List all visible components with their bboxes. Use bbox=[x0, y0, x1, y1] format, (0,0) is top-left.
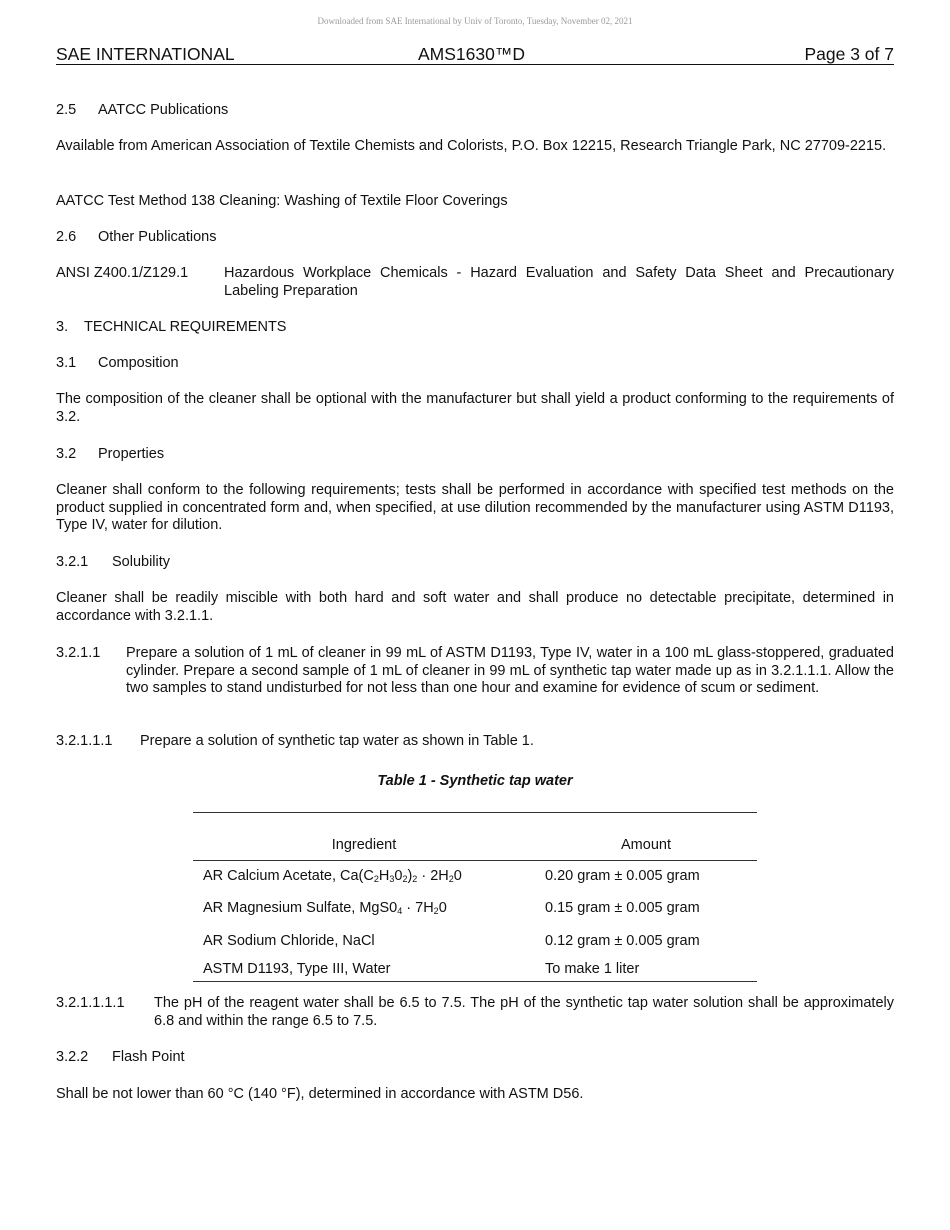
section-number: 3.2.2 bbox=[56, 1049, 89, 1065]
section-title: Flash Point bbox=[112, 1049, 185, 1065]
section-3-2-1-1-1 bbox=[56, 733, 894, 751]
ingredient-cell: ASTM D1193, Type III, Water bbox=[193, 959, 535, 982]
amount-cell: To make 1 liter bbox=[535, 959, 757, 982]
ansi-reference bbox=[56, 265, 894, 301]
section-title: Solubility bbox=[112, 554, 171, 570]
table-row bbox=[193, 861, 757, 894]
section-3-heading bbox=[56, 319, 894, 337]
section-title: AATCC Publications bbox=[98, 102, 229, 118]
ingredient-cell: AR Sodium Chloride, NaCl bbox=[203, 933, 375, 950]
section-3-2-1-1 bbox=[56, 645, 894, 717]
composition-paragraph: The composition of the cleaner shall be optional with the manufacturer but shall yield a product conforming to the requirements of 3.2. bbox=[56, 391, 894, 425]
section-2-6-heading bbox=[56, 229, 894, 247]
section-text: Prepare a solution of 1 mL of cleaner in 99 mL of ASTM D1193, Type IV, water in a 100 mL glass-stoppered, graduated cylinder. Prepare a second sample of 1 mL of cleaner in 99 mL of synthetic tap water made up as in 3.2.1.1.1. Allow the two samples to stand undisturbed for not less than one hour and examine for evidence of scum or sediment. bbox=[126, 645, 894, 696]
section-title: TECHNICAL REQUIREMENTS bbox=[84, 319, 287, 335]
section-number: 3.2.1.1 bbox=[56, 645, 101, 661]
section-3-2-1-heading bbox=[56, 554, 894, 572]
aatcc-address-paragraph: Available from American Association of Textile Chemists and Colorists, P.O. Box 12215, Research Triangle Park, NC 27709-2215. bbox=[56, 138, 887, 154]
section-3-2-heading bbox=[56, 446, 894, 464]
page-header bbox=[56, 44, 894, 65]
table-row bbox=[193, 925, 757, 959]
aatcc-test-method-paragraph: AATCC Test Method 138 Cleaning: Washing of Textile Floor Coverings bbox=[56, 193, 508, 209]
amount-cell: 0.20 gram ± 0.005 gram bbox=[545, 868, 700, 885]
solubility-paragraph: Cleaner shall be readily miscible with both hard and soft water and shall produce no detectable precipitate, determined in accordance with 3.2.1.1. bbox=[56, 590, 894, 624]
section-number: 3. bbox=[56, 319, 69, 335]
section-number: 3.1 bbox=[56, 355, 77, 371]
table-caption: Table 1 - Synthetic tap water bbox=[377, 773, 573, 789]
download-watermark: Downloaded from SAE International by Univ of Toronto, Tuesday, November 02, 2021 bbox=[317, 16, 633, 26]
section-title: Other Publications bbox=[98, 229, 217, 245]
ingredient-cell: AR Calcium Acetate, $Ca(C_2H_30_2)_2 \cdot 2H_20$ bbox=[203, 868, 462, 885]
header-doc-number: AMS1630™D bbox=[418, 44, 525, 64]
synthetic-tap-water-table bbox=[193, 812, 757, 982]
header-page-number: Page 3 of 7 bbox=[804, 44, 894, 64]
table-row bbox=[193, 959, 757, 982]
section-title: Composition bbox=[98, 355, 179, 371]
properties-paragraph: Cleaner shall conform to the following requirements; tests shall be performed in accordance with specified test methods on the product supplied in concentrated form and, when specified, at use dilution recommended by the manufacturer using ASTM D1193, Type IV, water for dilution. bbox=[56, 482, 894, 533]
section-3-2-1-1-1-1 bbox=[56, 995, 894, 1031]
section-number: 3.2.1.1.1.1 bbox=[56, 995, 125, 1011]
flash-point-paragraph: Shall be not lower than 60 °C (140 °F), determined in accordance with ASTM D56. bbox=[56, 1086, 584, 1102]
ingredient-cell: AR Magnesium Sulfate, $MgS0_4 \cdot 7H_20$ bbox=[203, 900, 447, 917]
section-3-1-heading bbox=[56, 355, 894, 373]
amount-cell: 0.15 gram ± 0.005 gram bbox=[545, 900, 700, 917]
section-number: 2.6 bbox=[56, 229, 77, 245]
section-text: Prepare a solution of synthetic tap water as shown in Table 1. bbox=[140, 733, 534, 749]
section-3-2-2-heading bbox=[56, 1049, 894, 1067]
section-2-5-heading bbox=[56, 102, 894, 120]
column-header-ingredient: Ingredient bbox=[193, 813, 535, 861]
section-number: 3.2.1.1.1 bbox=[56, 733, 113, 749]
ansi-code: ANSI Z400.1/Z129.1 bbox=[56, 265, 189, 281]
amount-cell: 0.12 gram ± 0.005 gram bbox=[545, 933, 700, 950]
section-title: Properties bbox=[98, 446, 165, 462]
header-org: SAE INTERNATIONAL bbox=[56, 44, 235, 64]
section-number: 3.2 bbox=[56, 446, 77, 462]
column-header-amount: Amount bbox=[535, 813, 757, 861]
section-text: The pH of the reagent water shall be 6.5 to 7.5. The pH of the synthetic tap water solution shall be approximately 6.8 and within the range 6.5 to 7.5. bbox=[154, 995, 894, 1029]
section-number: 2.5 bbox=[56, 102, 77, 118]
ansi-title: Hazardous Workplace Chemicals - Hazard Evaluation and Safety Data Sheet and Precautionary Labeling Preparation bbox=[224, 265, 894, 299]
section-number: 3.2.1 bbox=[56, 554, 89, 570]
table-row bbox=[193, 893, 757, 925]
